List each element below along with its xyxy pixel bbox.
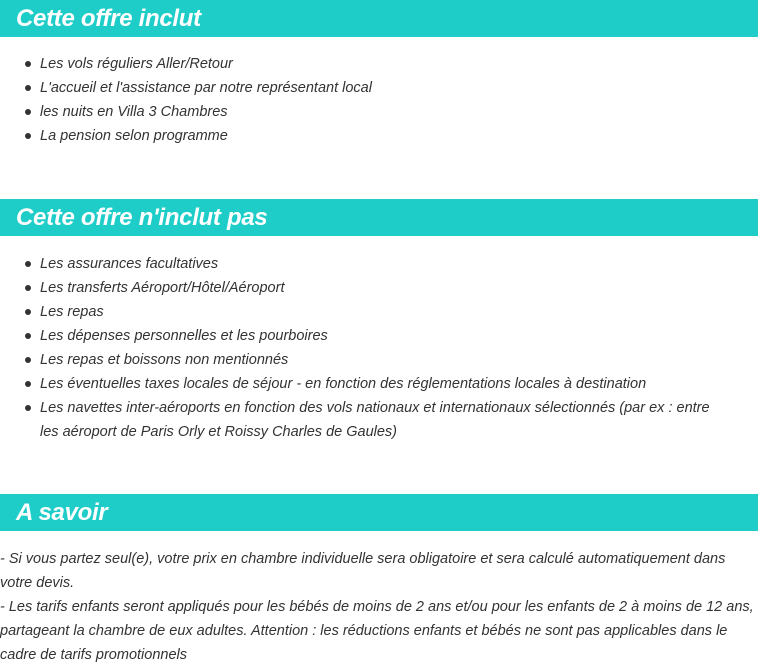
excluded-list-item: Les dépenses personnelles et les pourboires — [0, 324, 758, 348]
included-section-title: Cette offre inclut — [16, 4, 201, 32]
info-note: - Les tarifs enfants seront appliqués pour les bébés de moins de 2 ans et/ou pour les enfants de 2 à moins de 12 ans, partageant la chambre de eux adultes. Attention : les réductions enfants et bébés ne sont pas applicables dans le cadre de tarifs promotionnels — [0, 599, 754, 663]
excluded-list-item: Les assurances facultatives — [0, 252, 758, 276]
included-section-header — [0, 0, 758, 37]
excluded-list-item: Les repas et boissons non mentionnés — [0, 348, 758, 372]
excluded-section-header — [0, 199, 758, 236]
included-list — [0, 52, 758, 148]
included-list-item: Les vols réguliers Aller/Retour — [0, 52, 758, 76]
info-notes — [0, 547, 758, 667]
info-section-title: A savoir — [16, 498, 108, 526]
included-list-item: La pension selon programme — [0, 124, 758, 148]
excluded-list — [0, 252, 758, 444]
included-list-item: L'accueil et l'assistance par notre représentant local — [0, 76, 758, 100]
excluded-list-item: Les repas — [0, 300, 758, 324]
info-section-header — [0, 494, 758, 531]
excluded-list-item: Les éventuelles taxes locales de séjour - en fonction des réglementations locales à destination — [0, 372, 758, 396]
info-note: - Si vous partez seul(e), votre prix en chambre individuelle sera obligatoire et sera calculé automatiquement dans votre devis. — [0, 551, 726, 591]
excluded-list-item: Les transferts Aéroport/Hôtel/Aéroport — [0, 276, 758, 300]
included-list-item: les nuits en Villa 3 Chambres — [0, 100, 758, 124]
excluded-section-title: Cette offre n'inclut pas — [16, 203, 268, 231]
excluded-list-item: Les navettes inter-aéroports en fonction des vols nationaux et internationaux sélectionnés (par ex : entre les aéroport de Paris Orly et Roissy Charles de Gaules) — [0, 396, 758, 444]
